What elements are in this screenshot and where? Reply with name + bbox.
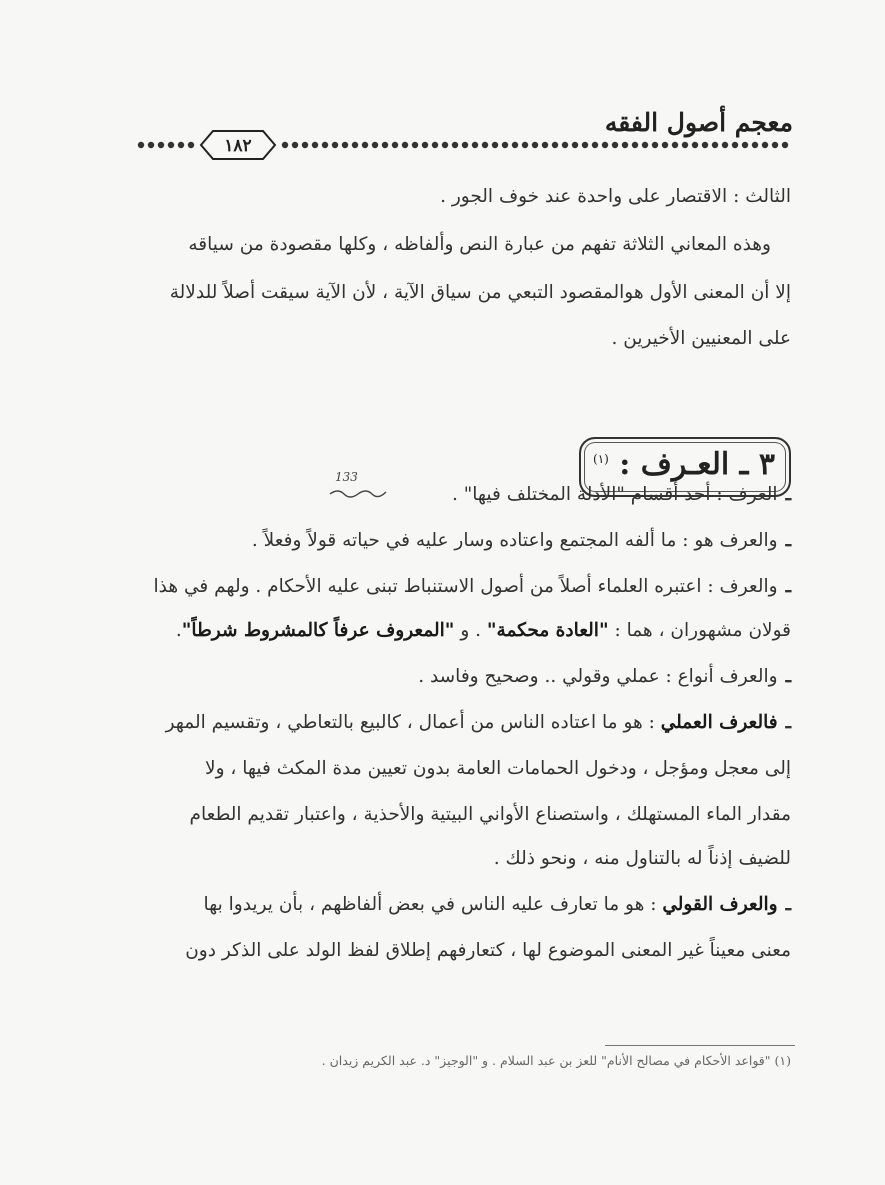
list-item-text: : هو ما تعارف عليه الناس في بعض ألفاظهم ، بأن يريدوا بها	[203, 894, 657, 915]
text-span: . و	[460, 620, 482, 641]
term-heading: فالعرف العملي	[660, 712, 778, 733]
text-span: .	[175, 620, 182, 641]
footnote-divider	[605, 1045, 795, 1046]
handwritten-margin-note: 133	[335, 470, 358, 484]
bullet-dash: ـ	[785, 712, 791, 733]
page-number-frame	[201, 131, 275, 159]
list-item-continuation	[176, 620, 791, 641]
bullet-dash: ـ	[785, 530, 791, 551]
bullet-dash: ـ	[785, 576, 791, 597]
paragraph-line: إلا أن المعنى الأول هوالمقصود التبعي من سياق الآية ، لأن الآية سيقت أصلاً للدلالة	[169, 282, 791, 303]
list-item	[418, 666, 791, 687]
list-item-text: : هو ما اعتاده الناس من أعمال ، كالبيع بالتعاطي ، وتقسيم المهر	[165, 712, 655, 733]
ornament-dots-left	[138, 142, 194, 148]
list-item-text: والعرف أنواع : عملي وقولي .. وصحيح وفاسد .	[418, 666, 778, 687]
section-title	[593, 447, 775, 482]
running-header-title: معجم أصول الفقه	[604, 108, 793, 137]
footnote-text: (١) "قواعد الأحكام في مصالح الأنام" للعز بن عبد السلام . و "الوجيز" د. عبد الكريم زيدان .	[321, 1053, 791, 1068]
list-item	[166, 712, 791, 733]
list-item-text: والعرف هو : ما ألفه المجتمع واعتاده وسار عليه في حياته قولاً وفعلاً .	[251, 530, 778, 551]
ornament-dots-right	[282, 142, 788, 148]
legal-maxim: "العادة محكمة"	[486, 620, 609, 641]
paragraph-third-meaning	[440, 186, 791, 207]
section-title-text: ٣ ـ العـرف :	[619, 447, 775, 482]
paragraph-line: للضيف إذناً له بالتناول منه ، ونحو ذلك .	[493, 848, 791, 869]
bullet-dash: ـ	[785, 894, 791, 915]
list-item	[153, 576, 791, 597]
bullet-dash: ـ	[785, 666, 791, 687]
list-item-text: والعرف : اعتبره العلماء أصلاً من أصول الاستنباط تبنى عليه الأحكام . ولهم في هذا	[153, 576, 778, 597]
footnote-reference[interactable]: (١)	[593, 452, 609, 466]
list-item	[452, 484, 791, 505]
paragraph-line: على المعنيين الأخيرين .	[611, 328, 791, 349]
header-ornament-rule	[135, 125, 795, 163]
list-item	[203, 894, 791, 915]
list-item	[252, 530, 791, 551]
paragraph-line: معنى معيناً غير المعنى الموضوع لها ، كتعارفهم إطلاق لفظ الولد على الذكر دون	[185, 940, 791, 961]
text-span: قولان مشهوران ، هما :	[614, 620, 791, 641]
page-number: ١٨٢	[224, 136, 252, 156]
bullet-dash: ـ	[785, 484, 791, 505]
list-item-text: العرف : أحد أقسام "الأدلة المختلف فيها" .	[451, 484, 778, 505]
handwritten-squiggle	[328, 486, 388, 500]
term-heading: والعرف القولي	[662, 894, 778, 915]
paragraph-line: مقدار الماء المستهلك ، واستصناع الأواني البيتية والأحذية ، واعتبار تقديم الطعام	[189, 804, 791, 825]
legal-maxim: "المعروف عرفاً كالمشروط شرطاً"	[181, 620, 455, 641]
paragraph-line: إلى معجل ومؤجل ، ودخول الحمامات العامة بدون تعيين مدة المكث فيها ، ولا	[205, 758, 791, 779]
paragraph-line: وهذه المعاني الثلاثة تفهم من عبارة النص وألفاظه ، وكلها مقصودة من سياقه	[188, 234, 771, 255]
text-line: الثالث : الاقتصار على واحدة عند خوف الجور .	[440, 186, 791, 207]
